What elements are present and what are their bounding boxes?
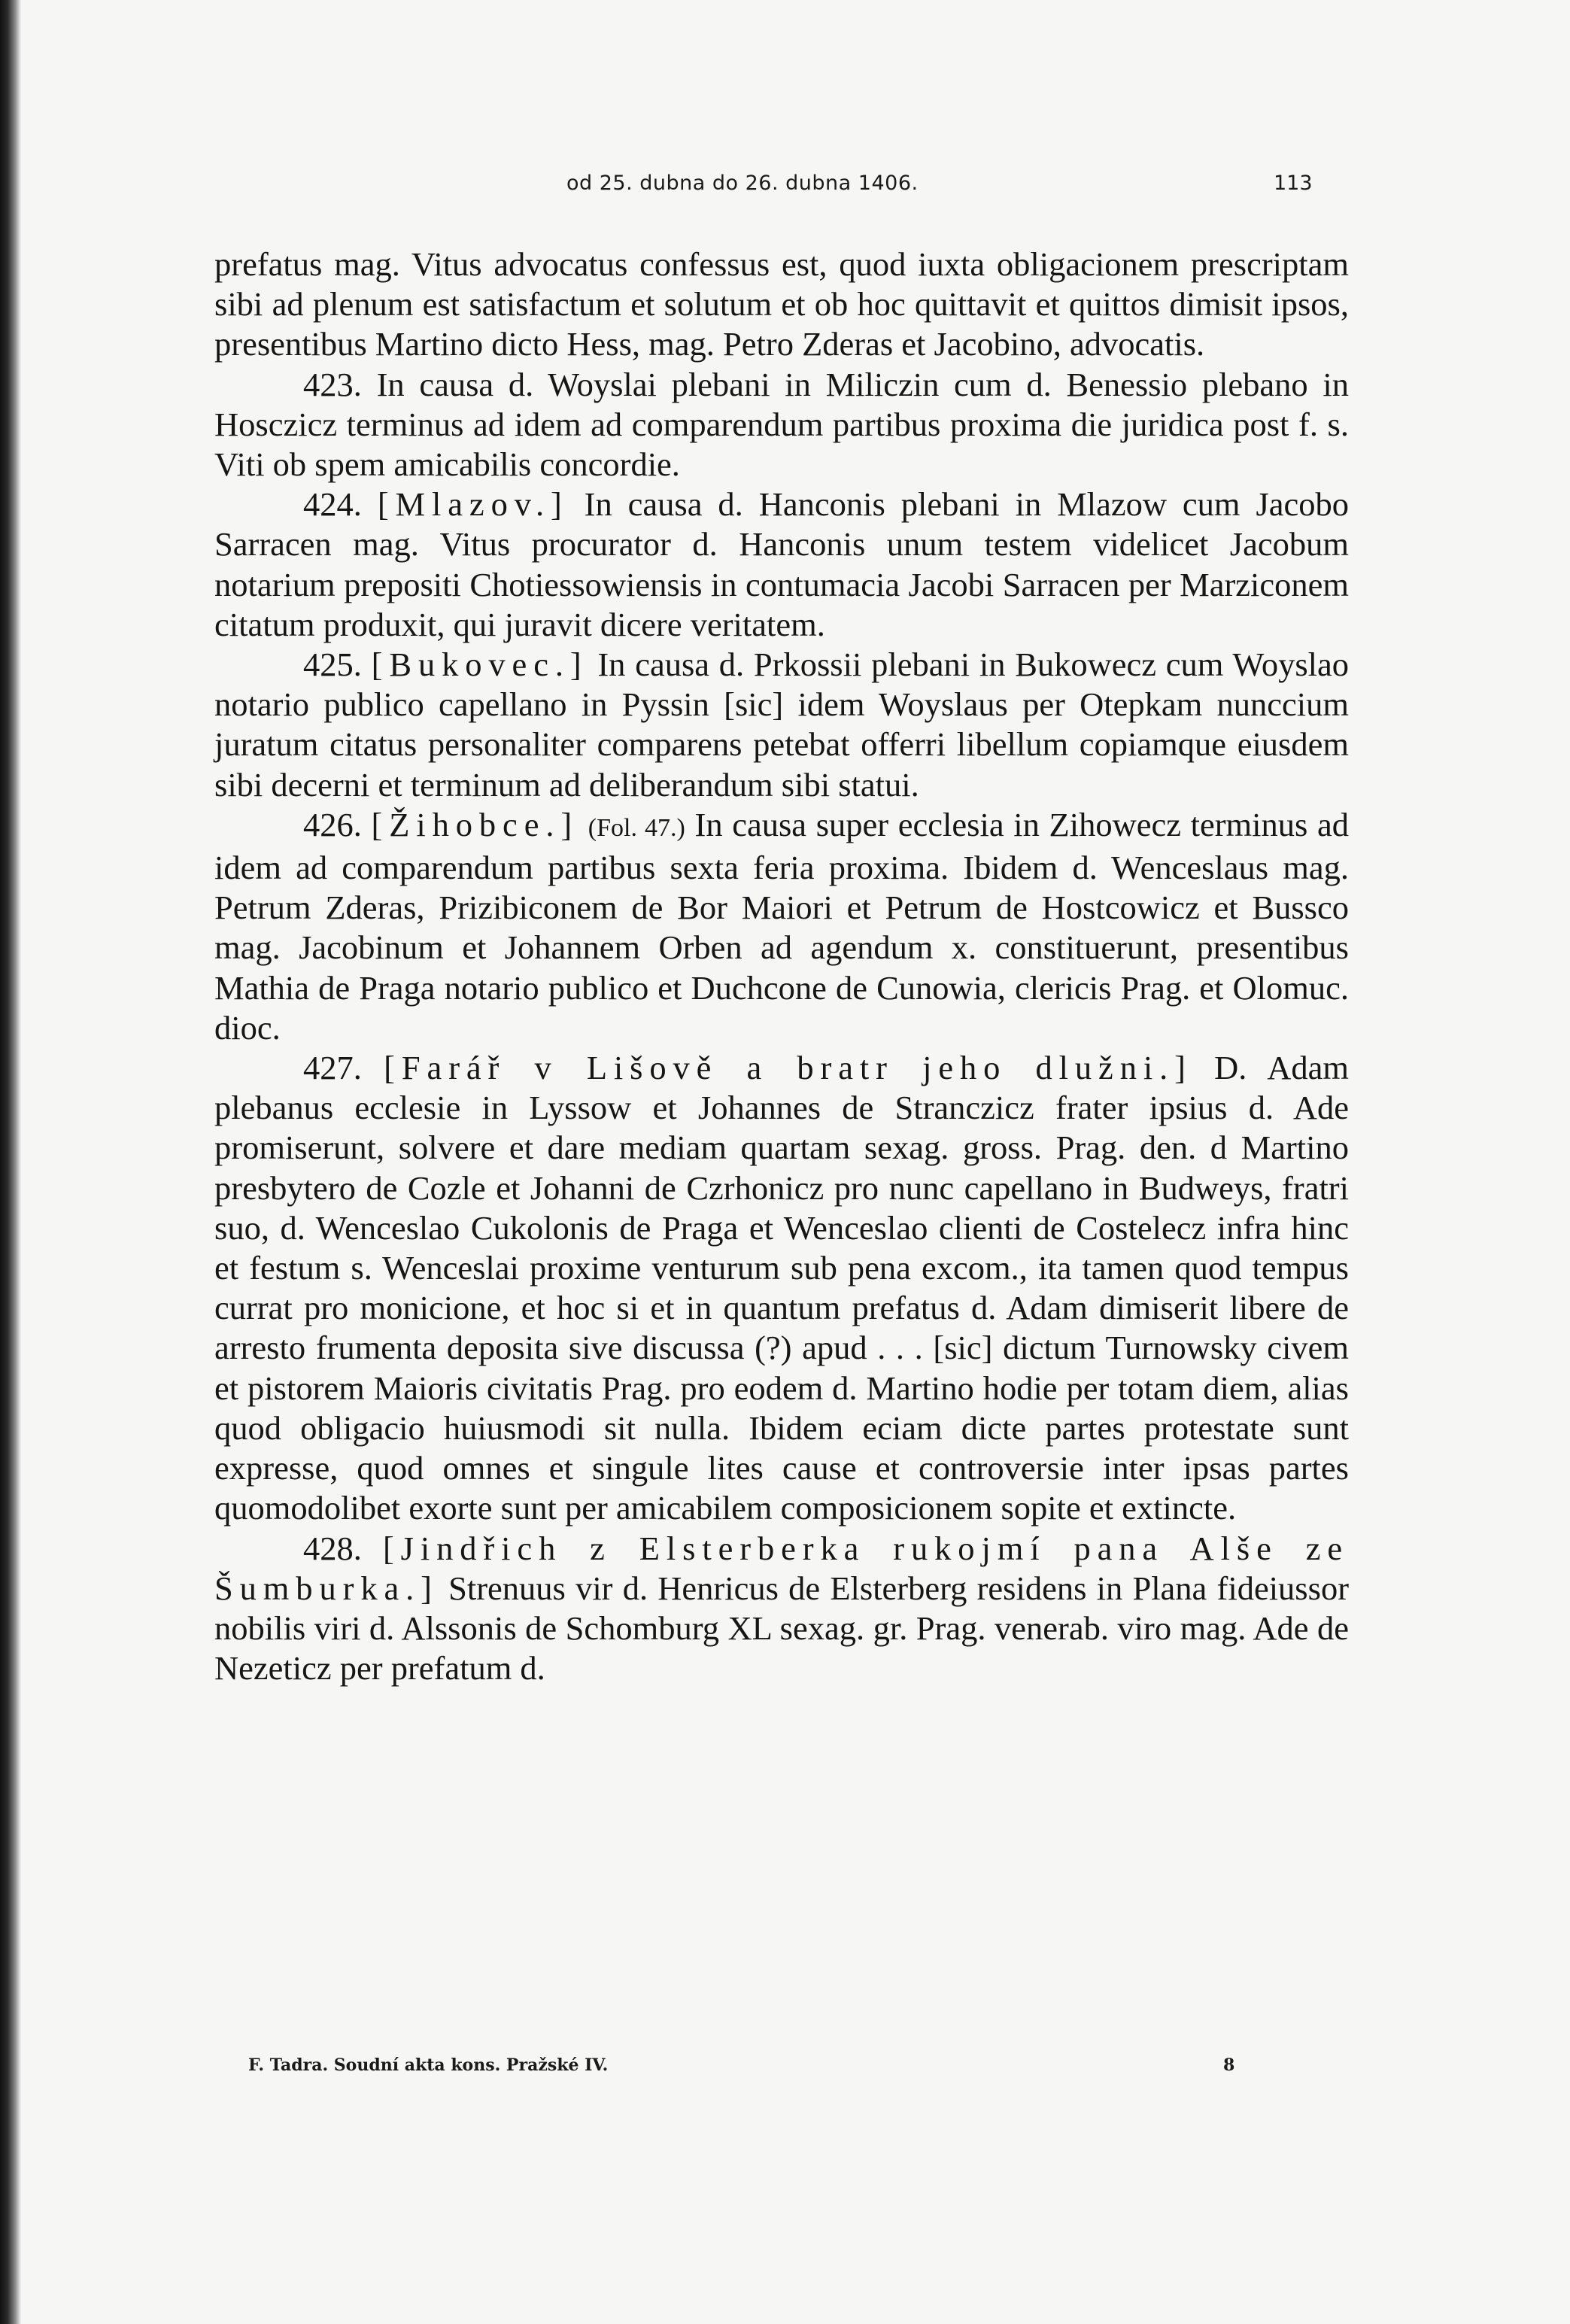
entry-425 bbox=[214, 645, 1349, 805]
entry-427 bbox=[214, 1048, 1349, 1528]
entry-423: 423. In causa d. Woyslai plebani in Miliczin cum d. Benessio plebano in Hosczicz terminus ad idem ad comparendum partibus proxima die juridica post f. s. Viti ob spem amicabilis concordie. bbox=[214, 365, 1349, 484]
signature-mark: 8 bbox=[1223, 2055, 1235, 2075]
entry-heading: [Bukovec.] bbox=[371, 646, 588, 684]
entry-number: 427. bbox=[303, 1049, 362, 1087]
entry-428 bbox=[214, 1529, 1349, 1689]
entry-number: 428. bbox=[303, 1529, 362, 1567]
running-title: od 25. dubna do 26. dubna 1406. bbox=[566, 172, 919, 195]
entry-heading: [Mlazov.] bbox=[377, 485, 569, 524]
entry-number: 424. bbox=[303, 485, 362, 524]
entry-text: Strenuus vir d. Henricus de Elsterberg residens in Plana fideiussor nobilis viri d. Alssonis de Schomburg XL sexag. gr. Prag. venerab. viro mag. Ade de Nezeticz per prefatum d. bbox=[214, 1569, 1350, 1688]
book-page bbox=[21, 0, 1570, 2324]
entry-424 bbox=[214, 485, 1349, 645]
entry-heading: [Jindřich z Elsterberka rukojmí pana Alše ze Šumburka.] bbox=[214, 1529, 1349, 1607]
entry-text: D. Adam plebanus ecclesie in Lyssow et Johannes de Stranczicz frater ipsius d. Ade promiserunt, solvere et dare mediam quartam sexag. gross. Prag. den. d Martino presbytero de Cozle et Johanni de Czrhonicz pro nunc capellano in Budweys, fratri suo, d. Wenceslao Cukolonis de Praga et Wenceslao clienti de Costelecz infra hinc et festum s. Wenceslai proxime venturum sub pena excom., ita tamen quod tempus currat pro monicione, et hoc si et in quantum prefatus d. Adam dimiserit libere de arresto frumenta deposita sive discussa (?) apud . . . [sic] dictum Turnowsky civem et pistorem Maioris civitatis Prag. pro eodem d. Martino hodie per totam diem, alias quod obligacio huiusmodi sit nulla. Ibidem eciam dicte partes protestate sunt expresse, quod omnes et singule lites cause et controversie inter ipsas partes quomodolibet exorte sunt per amicabilem composicionem sopite et extincte. bbox=[214, 1049, 1350, 1527]
page-footer bbox=[21, 2055, 1570, 2086]
folio-reference: (Fol. 47.) bbox=[588, 813, 685, 842]
source-citation: F. Tadra. Soudní akta kons. Pražské IV. bbox=[248, 2055, 609, 2075]
page-number: 113 bbox=[1274, 172, 1313, 195]
page-header bbox=[21, 172, 1570, 202]
paragraph-continuation: prefatus mag. Vitus advocatus confessus est, quod iuxta obligacionem prescriptam sibi ad plenum est satisfactum et solutum et ob hoc quittavit et quittos dimisit ipsos, presentibus Martino dicto Hess, mag. Petro Zderas et Jacobino, advocatis. bbox=[214, 245, 1349, 363]
entry-text: In causa super ecclesia in Zihowecz terminus ad idem ad comparendum partibus sexta feria proxima. Ibidem d. Wenceslaus mag. Petrum Zderas, Prizibiconem de Bor Maiori et Petrum de Hostcowicz et Bussco mag. Jacobinum et Johannem Orben ad agendum x. constituerunt, presentibus Mathia de Praga notario publico et Duchcone de Cunowia, clericis Prag. et Olomuc. dioc. bbox=[214, 805, 1350, 1047]
body-text bbox=[214, 245, 1349, 1688]
entry-text: In causa d. Prkossii plebani in Bukowecz cum Woyslao notario publico capellano in Pyssin [sic] idem Woyslaus per Otepkam nunccium juratum citatus personaliter comparens petebat offerri libellum copiamque eiusdem sibi decerni et terminum ad deliberandum sibi statui. bbox=[214, 646, 1349, 804]
entry-number: 425. bbox=[303, 646, 362, 684]
entry-426 bbox=[214, 805, 1349, 1048]
entry-heading: [Žihobce.] bbox=[371, 805, 579, 843]
scan-edge bbox=[0, 0, 21, 2324]
entry-heading: [Farář v Lišově a bratr jeho dlužni.] bbox=[384, 1049, 1192, 1087]
entry-number: 426. bbox=[303, 805, 362, 843]
entry-text: In causa d. Hanconis plebani in Mlazow cum Jacobo Sarracen mag. Vitus procurator d. Hanconis unum testem videlicet Jacobum notarium prepositi Chotiessowiensis in contumacia Jacobi Sarracen per Marziconem citatum produxit, qui juravit dicere veritatem. bbox=[214, 485, 1350, 643]
